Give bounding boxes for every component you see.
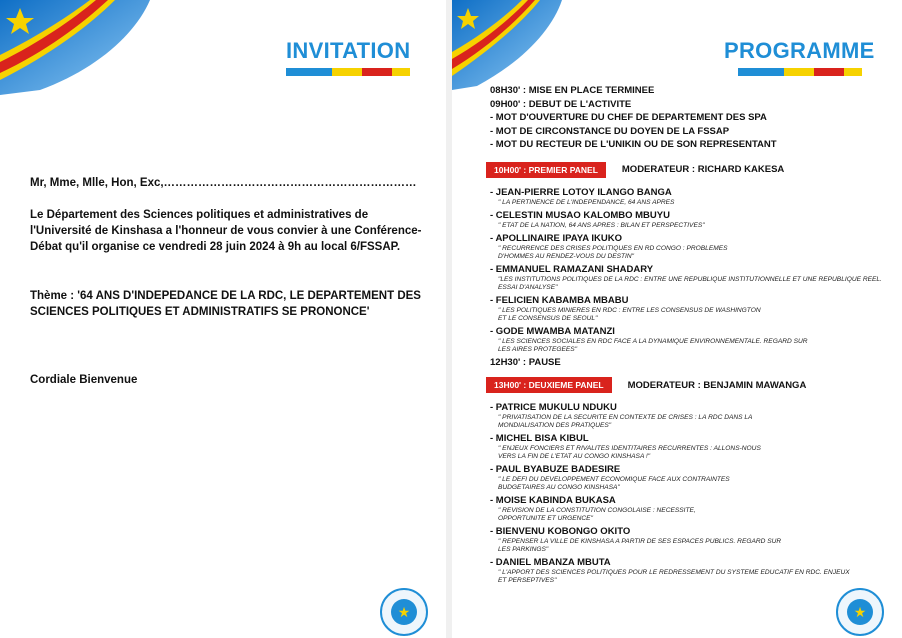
flag-stripe <box>286 68 410 76</box>
speaker-name: - DANIEL MBANZA MBUTA <box>490 557 611 568</box>
speaker-topic: " REVISION DE LA CONSTITUTION CONGOLAISE : NECESSITE, OPPORTUNITE ET URGENCE" <box>498 507 696 522</box>
speaker-topic: " LE DEFI DU DEVELOPPEMENT ECONOMIQUE FACE AUX CONTRAINTES BUDGETAIRES AU CONGO KINSHASA" <box>498 476 730 491</box>
speaker-topic: " L'APPORT DES SCIENCES POLITIQUES POUR LE REDRESSEMENT DU SYSTEME EDUCATIF EN RDC. ENJEUX ET PERSEPTIVES" <box>498 569 850 584</box>
schedule-line: - MOT DE CIRCONSTANCE DU DOYEN DE LA FSSAP <box>490 125 730 137</box>
programme-list <box>490 84 890 585</box>
speaker-name: - CELESTIN MUSAO KALOMBO MBUYU <box>490 209 670 221</box>
university-seal-icon: ★ <box>380 588 428 636</box>
list-item <box>490 464 890 492</box>
invitation-title: INVITATION <box>286 38 411 63</box>
speaker-topic: " LES POLITIQUES MINIERES EN RDC : ENTRE LES CONSENSUS DE WASHINGTON ET LE CONSENSUS DE SEOUL" <box>498 306 761 322</box>
salutation: Mr, Mme, Mlle, Hon, Exc,………………………………………………………… <box>30 177 417 189</box>
list-item <box>490 402 890 430</box>
pause-line: 12H30' : PAUSE <box>490 356 561 368</box>
schedule-line: - MOT DU RECTEUR DE L'UNIKIN OU DE SON REPRESENTANT <box>490 139 777 150</box>
speaker-name: - MICHEL BISA KIBUL <box>490 433 589 444</box>
speaker-name: - EMMANUEL RAMAZANI SHADARY <box>490 263 654 275</box>
invitation-paragraph: Le Département des Sciences politiques et administratives de l'Université de Kinshasa a l'honneur de vous convier à une Conférence-Débat qu'il organise ce vendredi 28 juin 2024 à 9h au local 6/FSSAP. <box>30 209 422 253</box>
list-item <box>490 233 890 261</box>
speaker-name: - PAUL BYABUZE BADESIRE <box>490 464 621 475</box>
speaker-name: - MOISE KABINDA BUKASA <box>490 495 616 506</box>
panel-1-badge: 10H00' : PREMIER PANEL <box>486 162 606 178</box>
panel-2-header <box>486 377 890 393</box>
speaker-topic: " REPENSER LA VILLE DE KINSHASA A PARTIR DE SES ESPACES PUBLICS. REGARD SUR LES PARKINGS" <box>498 538 782 553</box>
list-item <box>490 210 890 230</box>
speaker-name: - JEAN-PIERRE LOTOY ILANGO BANGA <box>490 186 672 198</box>
speaker-name: - BIENVENU KOBONGO OKITO <box>490 526 631 537</box>
list-item <box>490 295 890 323</box>
programme-title: PROGRAMME <box>724 38 875 63</box>
panel-2-moderator: MODERATEUR : BENJAMIN MAWANGA <box>627 379 807 391</box>
speaker-name: - PATRICE MUKULU NDUKU <box>490 402 617 413</box>
list-item <box>490 526 890 554</box>
list-item <box>490 557 890 585</box>
drc-flag-decoration <box>0 0 150 95</box>
speaker-name: - GODE MWAMBA MATANZI <box>490 325 615 337</box>
speaker-topic: " RECURRENCE DES CRISES POLITIQUES EN RD CONGO : PROBLEMES D'HOMMES AU RENDEZ-VOUS DU DESTIN" <box>498 244 728 260</box>
schedule-line: 08H30' : MISE EN PLACE TERMINEE <box>490 85 655 96</box>
panel-1-header <box>486 162 890 178</box>
speaker-topic: " ENJEUX FONCIERS ET RIVALITES IDENTITAIRES RECURRENTES : ALLONS-NOUS VERS LA FIN DE L'ETAT AU CONGO KINSHASA !" <box>498 445 761 460</box>
list-item <box>490 495 890 523</box>
speaker-topic: "LES INSTITUTIONS POLITIQUES DE LA RDC : ENTRE UNE REPUBLIQUE INSTITUTIONNELLE ET UNE REPUBLIQUE REEL. ESSAI D'ANALYSE" <box>498 275 882 291</box>
invitation-page <box>0 0 446 638</box>
list-item <box>490 264 890 292</box>
panel-2-badge: 13H00' : DEUXIEME PANEL <box>486 377 612 393</box>
programme-page <box>452 0 902 638</box>
speaker-topic: " PRIVATISATION DE LA SECURITE EN CONTEXTE DE CRISES : LA RDC DANS LA MONDIALISATION DES PRATIQUES" <box>498 414 753 429</box>
speaker-name: - FELICIEN KABAMBA MBABU <box>490 294 629 306</box>
speaker-topic: " LA PERTINENCE DE L'INDEPENDANCE, 64 ANS APRES <box>498 198 675 206</box>
list-item <box>490 187 890 207</box>
closing: Cordiale Bienvenue <box>30 374 138 386</box>
list-item <box>490 326 890 354</box>
list-item <box>490 433 890 461</box>
speaker-topic: " ETAT DE LA NATION, 64 ANS APRES : BILAN ET PERSPECTIVES" <box>498 221 705 229</box>
speaker-topic: " LES SCIENCES SOCIALES EN RDC FACE A LA DYNAMIQUE ENVIRONNEMENTALE. REGARD SUR LES AIRES PROTEGEES" <box>498 337 808 353</box>
flag-stripe <box>738 68 862 76</box>
university-seal-icon: ★ <box>836 588 884 636</box>
schedule-line: 09H00' : DEBUT DE L'ACTIVITE <box>490 98 632 110</box>
speaker-name: - APOLLINAIRE IPAYA IKUKO <box>490 232 622 244</box>
panel-1-moderator: MODERATEUR : RICHARD KAKESA <box>621 164 785 175</box>
drc-flag-decoration <box>452 0 562 90</box>
schedule-line: - MOT D'OUVERTURE DU CHEF DE DEPARTEMENT DES SPA <box>490 112 767 123</box>
theme: Thème : '64 ANS D'INDEPEDANCE DE LA RDC, LE DEPARTEMENT DES SCIENCES POLITIQUES ET ADMINISTRATIFS SE PRONONCE' <box>30 290 421 318</box>
